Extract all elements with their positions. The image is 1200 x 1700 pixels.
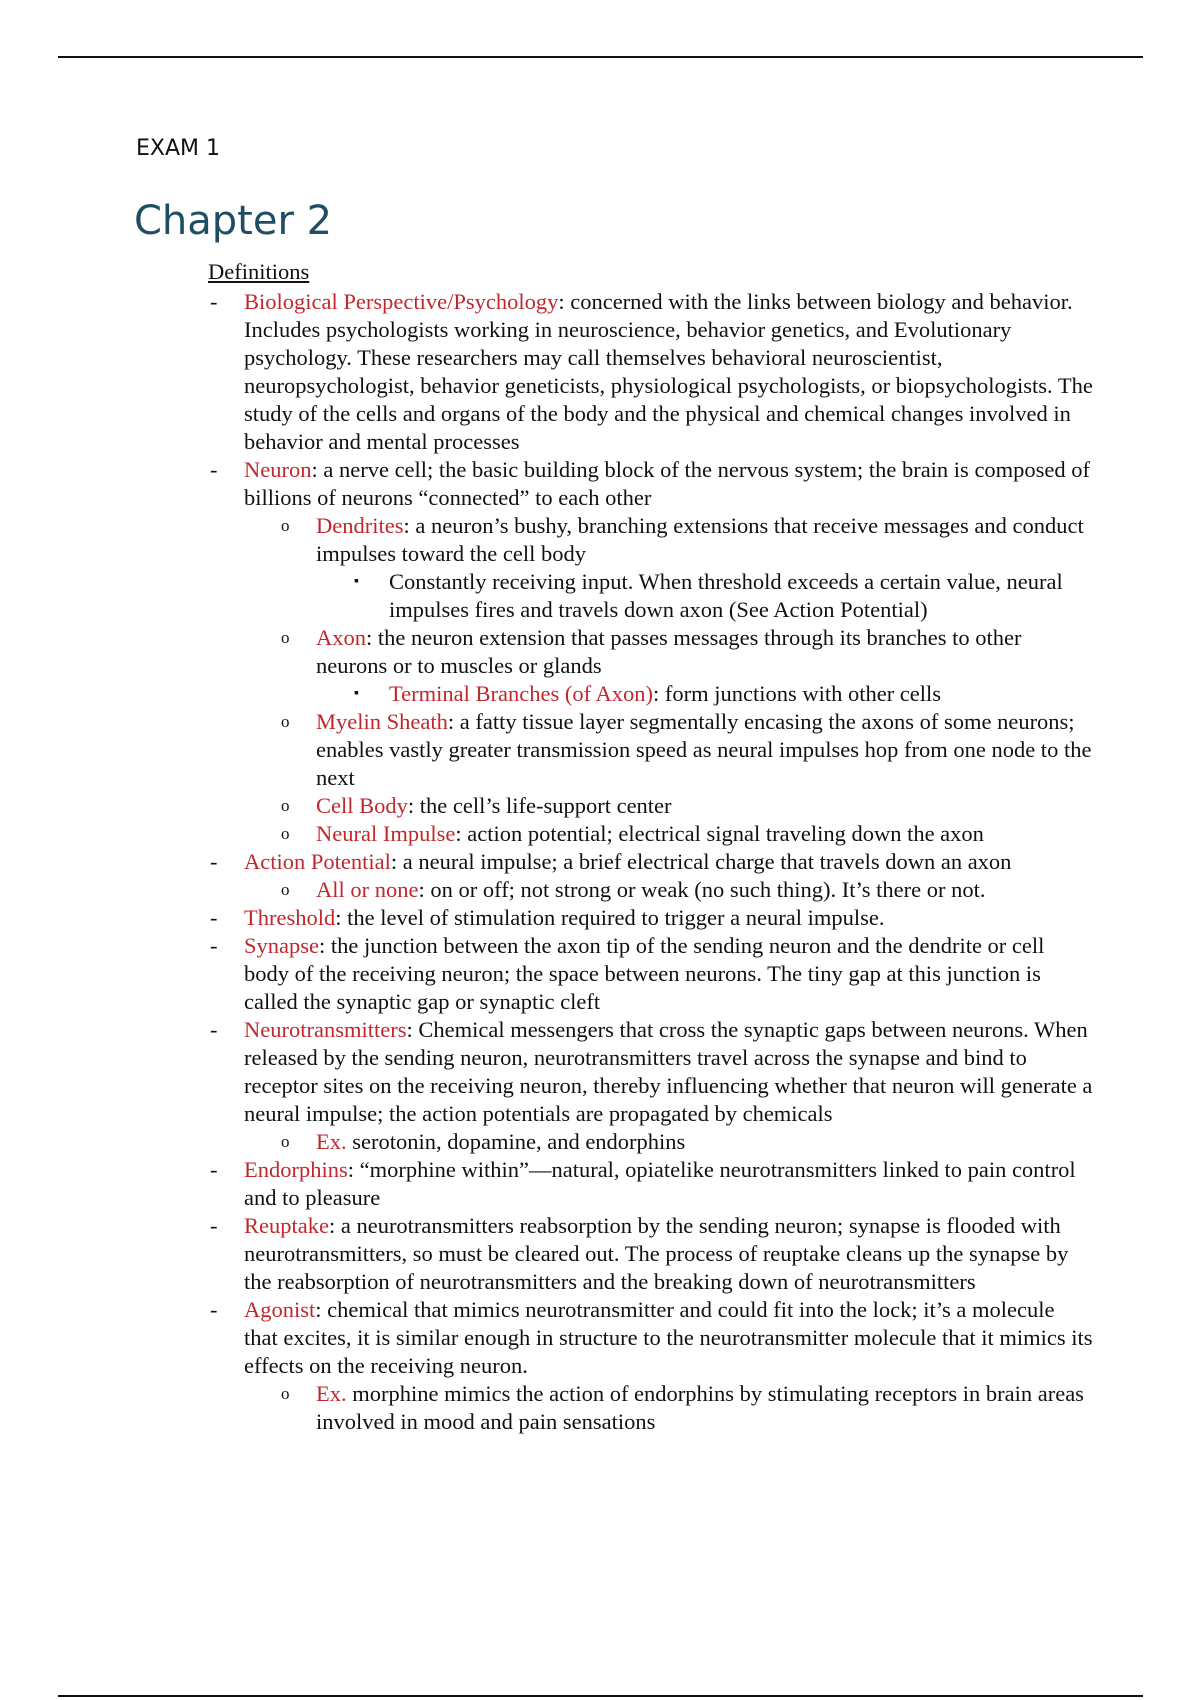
circle-bullet: o [281,824,290,843]
definition-item [208,932,1093,1016]
chapter-title: Chapter 2 [134,198,333,244]
circle-bullet: o [281,1384,290,1403]
definition-subitem [208,512,1093,568]
definition-text: : “morphine within”—natural, opiatelike neurotransmitters linked to pain control and to pleasure [244,1157,1076,1210]
definition-text: : a neural impulse; a brief electrical charge that travels down an axon [390,849,1012,874]
dash-bullet: - [210,1157,218,1182]
term: Neural Impulse [316,821,456,846]
definition-subitem [208,876,1093,904]
note-text: Constantly receiving input. When threshold exceeds a certain value, neural impulses fires and travels down axon (See Action Potential) [389,569,1063,622]
square-bullet: ▪ [354,574,359,589]
definition-subitem [208,792,1093,820]
definition-text: serotonin, dopamine, and endorphins [346,1129,686,1154]
square-bullet: ▪ [354,686,359,701]
definition-item [208,1016,1093,1128]
definitions-list [208,288,1093,1436]
dash-bullet: - [210,1297,218,1322]
definition-text: : Chemical messengers that cross the synaptic gaps between neurons. When released by the sending neuron, neurotransmitters travel across the synapse and bind to receptor sites on the receiving neuron, thereby influencing whether that neuron will generate a neural impulse; the action potentials are propagated by chemicals [244,1017,1093,1126]
top-rule [58,56,1143,58]
definition-text: : chemical that mimics neurotransmitter and could fit into the lock; it’s a molecule that excites, it is similar enough in structure to the neurotransmitter molecule that it mimics its effects on the receiving neuron. [244,1297,1093,1378]
definition-item [208,1156,1093,1212]
term: Synapse [244,933,319,958]
definitions-heading: Definitions [208,259,310,284]
term: Action Potential [244,849,391,874]
definition-text: : a neuron’s bushy, branching extensions that receive messages and conduct impulses toward the cell body [316,513,1084,566]
definition-item [208,456,1093,512]
dash-bullet: - [210,849,218,874]
term: Threshold [244,905,336,930]
term: Cell Body [316,793,408,818]
definition-text: morphine mimics the action of endorphins by stimulating receptors in brain areas involved in mood and pain sensations [316,1381,1084,1434]
term: Axon [316,625,366,650]
dash-bullet: - [210,1017,218,1042]
definition-subitem [208,708,1093,792]
term: Ex. [316,1129,347,1154]
definition-text: : the junction between the axon tip of the sending neuron and the dendrite or cell body of the receiving neuron; the space between neurons. The tiny gap at this junction is called the synaptic gap or synaptic cleft [244,933,1045,1014]
definition-subitem [208,820,1093,848]
term: Dendrites [316,513,404,538]
definition-text: : action potential; electrical signal traveling down the axon [455,821,984,846]
definition-item [208,1296,1093,1380]
term: Neuron [244,457,312,482]
definition-text: : the level of stimulation required to trigger a neural impulse. [335,905,885,930]
definition-item [208,848,1093,876]
definition-note [208,680,1093,708]
definition-subitem [208,1380,1093,1436]
term: All or none [316,877,419,902]
term: Agonist [244,1297,316,1322]
term: Myelin Sheath [316,709,448,734]
term: Ex. [316,1381,347,1406]
definition-text: : a fatty tissue layer segmentally encasing the axons of some neurons; enables vastly greater transmission speed as neural impulses hop from one node to the next [316,709,1092,790]
definition-subitem [208,624,1093,680]
definitions-section [208,258,1093,1436]
dash-bullet: - [210,289,218,314]
definition-item [208,904,1093,932]
definition-subitem [208,1128,1093,1156]
term: Reuptake [244,1213,329,1238]
dash-bullet: - [210,457,218,482]
circle-bullet: o [281,712,290,731]
term: Terminal Branches (of Axon) [389,681,653,706]
circle-bullet: o [281,516,290,535]
definition-item [208,288,1093,456]
definition-note [208,568,1093,624]
definition-text: : form junctions with other cells [652,681,942,706]
definition-text: : a neurotransmitters reabsorption by the sending neuron; synapse is flooded with neurotransmitters, so must be cleared out. The process of reuptake cleans up the synapse by the reabsorption of neurotransmitters and the breaking down of neurotransmitters [244,1213,1069,1294]
definition-text: : the neuron extension that passes messages through its branches to other neurons or to muscles or glands [316,625,1022,678]
definition-text: : concerned with the links between biology and behavior. Includes psychologists working in neuroscience, behavior genetics, and Evolutionary psychology. These researchers may call themselves behavioral neuroscientist, neuropsychologist, behavior geneticists, physiological psychologists, or biopsychologists. The study of the cells and organs of the body and the physical and chemical changes involved in behavior and mental processes [244,289,1093,454]
circle-bullet: o [281,628,290,647]
definition-text: : on or off; not strong or weak (no such thing). It’s there or not. [418,877,986,902]
term: Endorphins [244,1157,348,1182]
circle-bullet: o [281,1132,290,1151]
dash-bullet: - [210,933,218,958]
bottom-rule [58,1695,1143,1697]
circle-bullet: o [281,880,290,899]
exam-label: EXAM 1 [136,136,220,161]
definition-item [208,1212,1093,1296]
definition-text: : the cell’s life-support center [407,793,672,818]
term: Biological Perspective/Psychology [244,289,559,314]
circle-bullet: o [281,796,290,815]
dash-bullet: - [210,905,218,930]
term: Neurotransmitters [244,1017,407,1042]
definition-text: : a nerve cell; the basic building block of the nervous system; the brain is composed of billions of neurons “connected” to each other [244,457,1091,510]
dash-bullet: - [210,1213,218,1238]
